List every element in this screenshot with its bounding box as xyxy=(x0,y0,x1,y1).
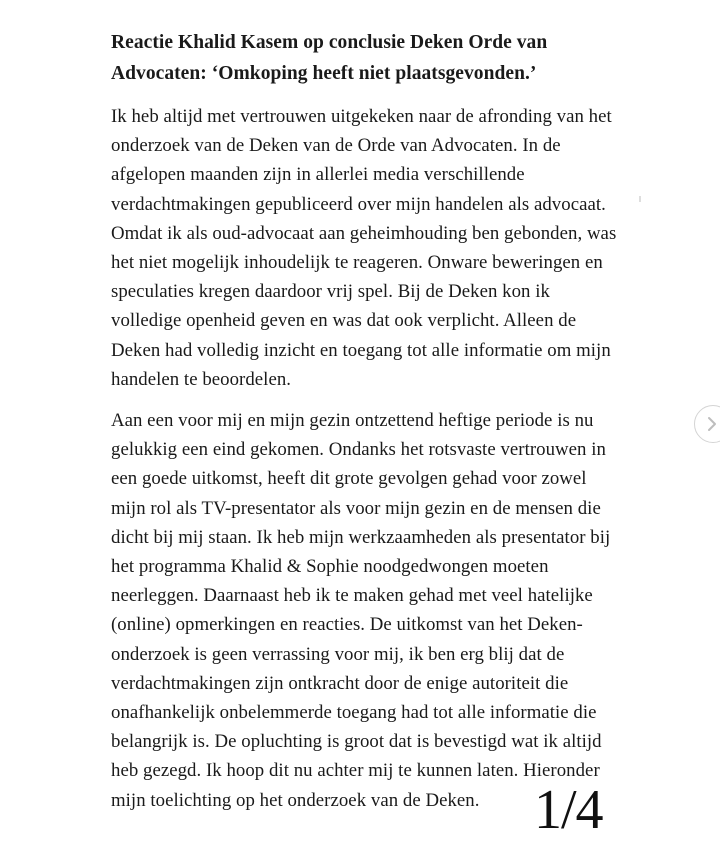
text-line: onderzoek is geen verrassing voor mij, ik ben erg blij dat de xyxy=(111,643,565,665)
text-line: neerleggen. Daarnaast heb ik te maken gehad met veel hatelijke xyxy=(111,585,593,607)
text-line: verdachtmakingen gepubliceerd over mijn handelen als advocaat. xyxy=(111,193,606,215)
text-line: een goede uitkomst, heeft dit grote gevolgen gehad voor zowel xyxy=(111,468,587,490)
text-line: volledige openheid geven en was dat ook verplicht. Alleen de xyxy=(111,310,577,332)
text-line: dicht bij mij staan. Ik heb mijn werkzaamheden als presentator bij xyxy=(111,526,611,548)
text-line: onderzoek van de Deken van de Orde van Advocaten. In de xyxy=(111,135,561,157)
text-line: het niet mogelijk inhoudelijk te reageren. Onware beweringen en xyxy=(111,252,603,274)
text-line: mijn toelichting op het onderzoek van de Deken. xyxy=(111,789,480,811)
text-line: Deken had volledig inzicht en toegang tot alle informatie om mijn xyxy=(111,339,611,361)
title-line: Reactie Khalid Kasem op conclusie Deken Orde van xyxy=(111,32,548,53)
text-line: belangrijk is. De opluchting is groot dat is bevestigd wat ik altijd xyxy=(111,731,602,753)
document-title xyxy=(111,27,591,89)
paragraph-1 xyxy=(111,102,636,394)
text-line: Omdat ik als oud-advocaat aan geheimhouding ben gebonden, was xyxy=(111,222,617,244)
text-line: onafhankelijk onbelemmerde toegang had tot alle informatie die xyxy=(111,702,597,724)
chevron-right-icon xyxy=(704,416,720,432)
text-line: gelukkig een eind gekomen. Ondanks het rotsvaste vertrouwen in xyxy=(111,439,606,461)
next-slide-button[interactable] xyxy=(694,405,720,443)
text-line: speculaties kregen daardoor vrij spel. Bij de Deken kon ik xyxy=(111,281,550,303)
text-line: Ik heb altijd met vertrouwen uitgekeken naar de afronding van het xyxy=(111,106,612,127)
text-line: heb gezegd. Ik hoop dit nu achter mij te kunnen laten. Hieronder xyxy=(111,760,600,782)
page-indicator: 1/4 xyxy=(534,779,603,841)
text-line: verdachtmakingen zijn ontkracht door de enige autoriteit die xyxy=(111,672,569,694)
title-line: Advocaten: ‘Omkoping heeft niet plaatsgevonden.’ xyxy=(111,63,537,84)
paragraph-2 xyxy=(111,406,636,815)
text-line: handelen te beoordelen. xyxy=(111,368,292,390)
text-line: (online) opmerkingen en reacties. De uitkomst van het Deken- xyxy=(111,614,583,636)
text-line: het programma Khalid & Sophie noodgedwongen moeten xyxy=(111,556,549,578)
edge-artifact xyxy=(639,196,641,202)
text-line: afgelopen maanden zijn in allerlei media verschillende xyxy=(111,164,525,186)
text-line: Aan een voor mij en mijn gezin ontzettend heftige periode is nu xyxy=(111,410,594,431)
text-line: mijn rol als TV-presentator als voor mijn gezin en de mensen die xyxy=(111,497,601,519)
